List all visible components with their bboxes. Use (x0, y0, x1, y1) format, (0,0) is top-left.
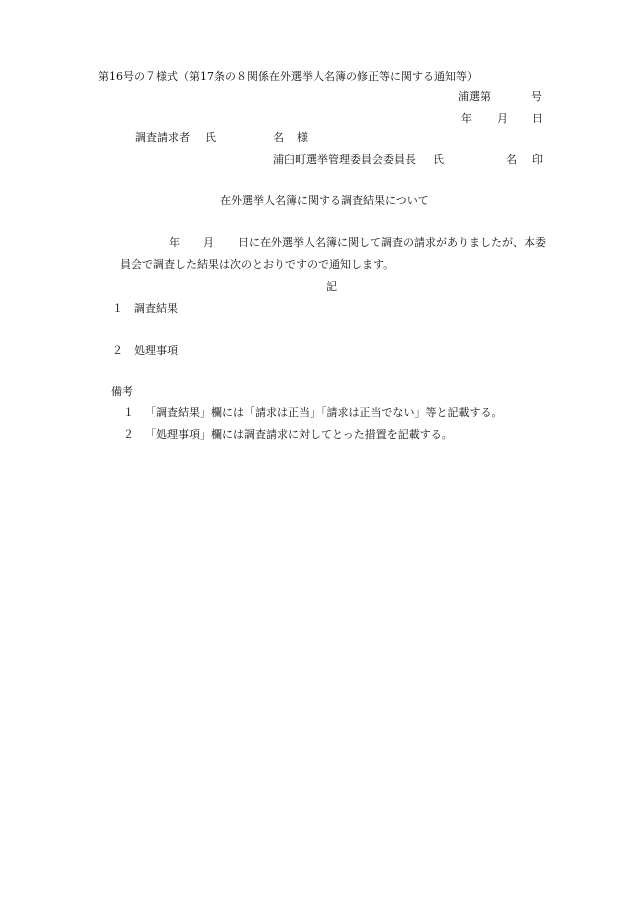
remark-number: ２ (123, 428, 134, 441)
item-number: ２ (112, 344, 123, 357)
document-title: 在外選挙人名簿に関する調査結果について (220, 194, 429, 207)
addressee-sama: 様 (297, 131, 308, 144)
body-line1: 日に在外選挙人名簿に関して調査の請求がありましたが、本委 (238, 236, 546, 249)
sender-mei: 名 (506, 153, 517, 166)
body-month: 月 (203, 236, 214, 249)
doc-number-suffix: 号 (531, 90, 542, 103)
body-year: 年 (169, 236, 180, 249)
addressee-label: 調査請求者 (135, 131, 190, 144)
item-number: １ (112, 302, 123, 315)
date-month: 月 (497, 112, 508, 125)
body-line2: 員会で調査した結果は次のとおりですので通知します。 (120, 258, 395, 271)
date-day: 日 (532, 112, 543, 125)
form-title: 第16号の７様式（第17条の８関係在外選挙人名簿の修正等に関する通知等） (98, 70, 478, 83)
ki-heading: 記 (326, 280, 337, 293)
sender-shi: 氏 (433, 153, 444, 166)
item-text: 処理事項 (134, 344, 178, 357)
doc-number-prefix: 浦選第 (458, 90, 491, 103)
date-year: 年 (461, 112, 472, 125)
remark-text: 「処理事項」欄には調査請求に対してとった措置を記載する。 (145, 428, 453, 441)
item-text: 調査結果 (134, 302, 178, 315)
remarks-heading: 備考 (111, 385, 133, 398)
remark-text: 「調査結果」欄には「請求は正当」「請求は正当でない」等と記載する。 (145, 406, 503, 419)
addressee-mei: 名 (273, 131, 284, 144)
sender-title: 浦臼町選挙管理委員会委員長 (273, 153, 416, 166)
addressee-shi: 氏 (205, 131, 216, 144)
sender-seal: 印 (532, 153, 543, 166)
remark-number: １ (123, 406, 134, 419)
